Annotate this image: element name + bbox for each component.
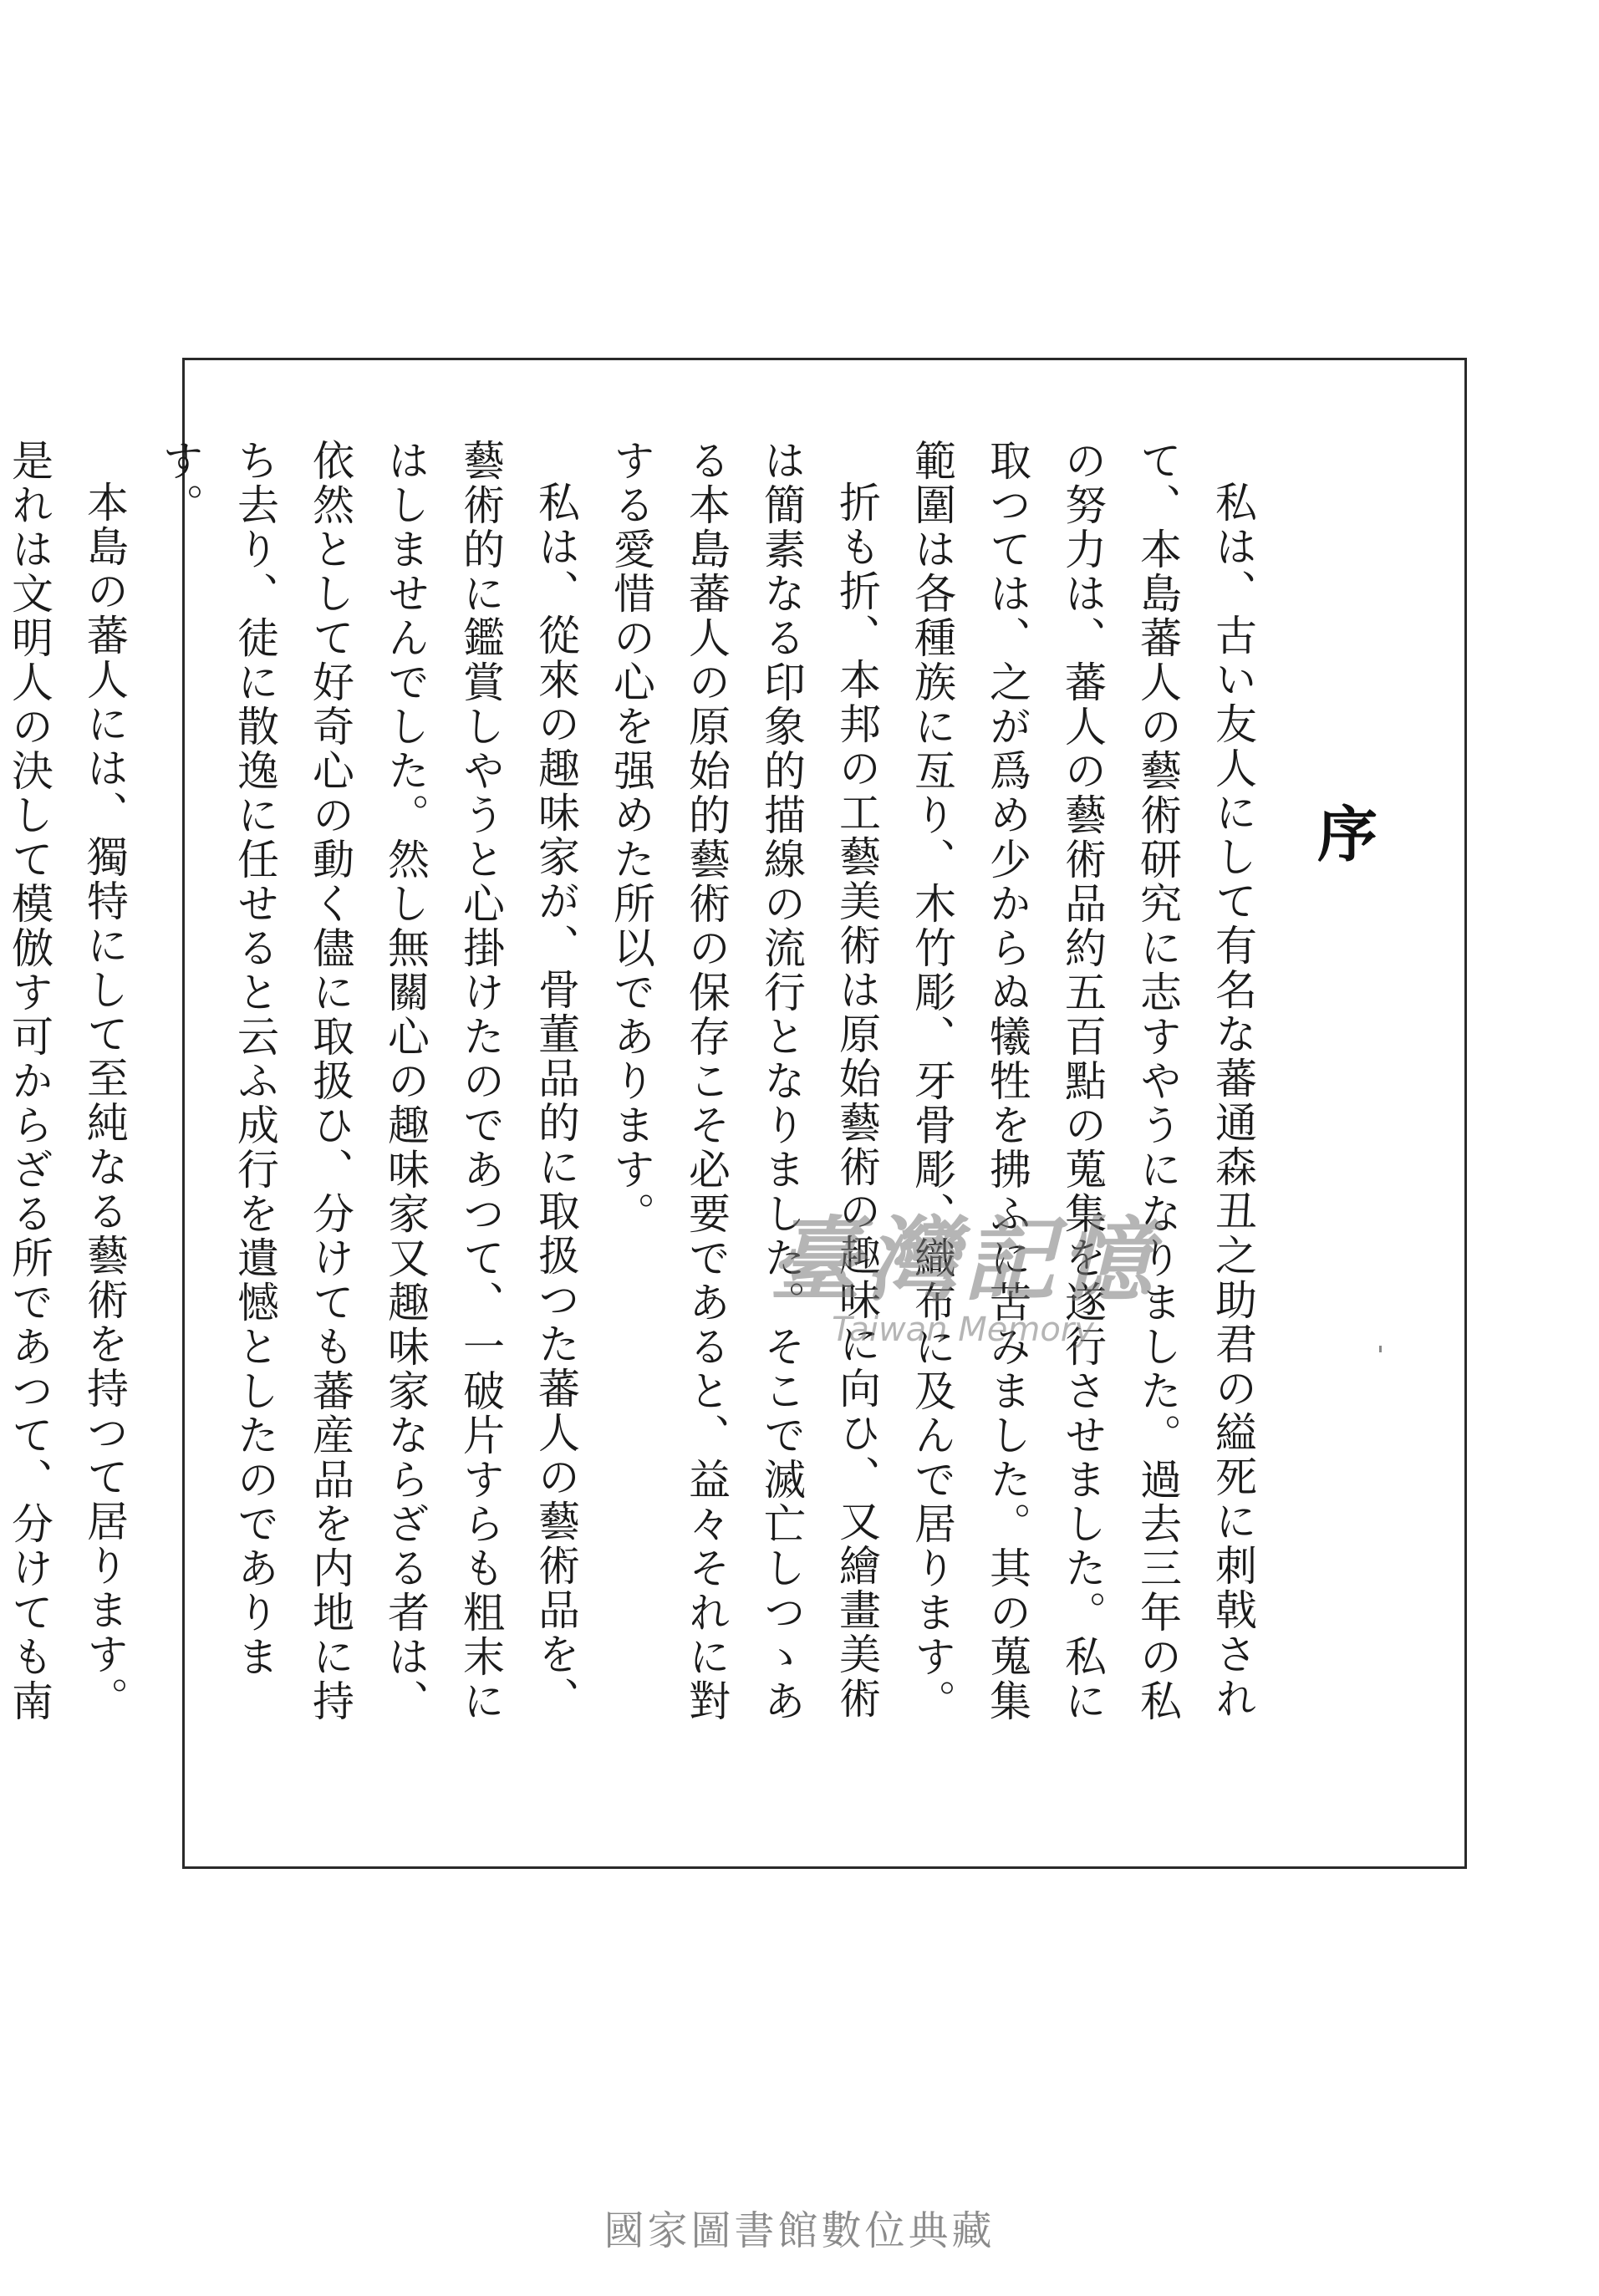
page-title: 序 [1307, 802, 1378, 863]
paragraph-4: 本島の蕃人には、獨特にして至純なる藝術を持つて居ります。是れは文明人の決して模倣す可からざる所であつて、分けても南 [5, 439, 129, 1723]
footer-credit: 國家圖書館數位典藏 [603, 2207, 996, 2254]
scan-speck [1379, 1346, 1382, 1352]
paragraph-3: 私は、從來の趣味家が、骨董品的に取扱つた蕃人の藝術品を、藝術的に鑑賞しやうと心掛けたのであつて、一破片すらも粗末にはしませんでした。然し無關心の趣味家又趣味家ならざる者は、依然として好奇心の動く儘に取扱ひ、分けても蕃産品を内地に持ち去り、徒に散逸に任せると云ふ成行を遺憾としたのであります。 [155, 439, 580, 1723]
paragraph-1: 私は、古い友人にして有名な蕃通森丑之助君の縊死に刺戟されて、本島蕃人の藝術研究に志すやうになりました。過去三年の私の努力は、蕃人の藝術品約五百點の蒐集を遂行させました。私に取つては、之が爲め少からぬ犧牲を拂ふに苦みました。其の蒐集範圍は各種族に亙り、木竹彫、牙骨彫、織布に及んで居ります。 [908, 439, 1257, 1723]
paragraph-2: 折も折、本邦の工藝美術は原始藝術の趣味に向ひ、又繪畫美術は簡素なる印象的描線の流行となりました。そこで滅亡しつゝある本島蕃人の原始的藝術の保存こそ必要であると、益々それに對する愛惜の心を强めた所以であります。 [607, 439, 881, 1723]
body-text [5, 439, 1271, 1743]
watermark-chinese: 臺灣記憶 [769, 1206, 1157, 1314]
watermark-english: Taiwan Memory [832, 1311, 1094, 1349]
